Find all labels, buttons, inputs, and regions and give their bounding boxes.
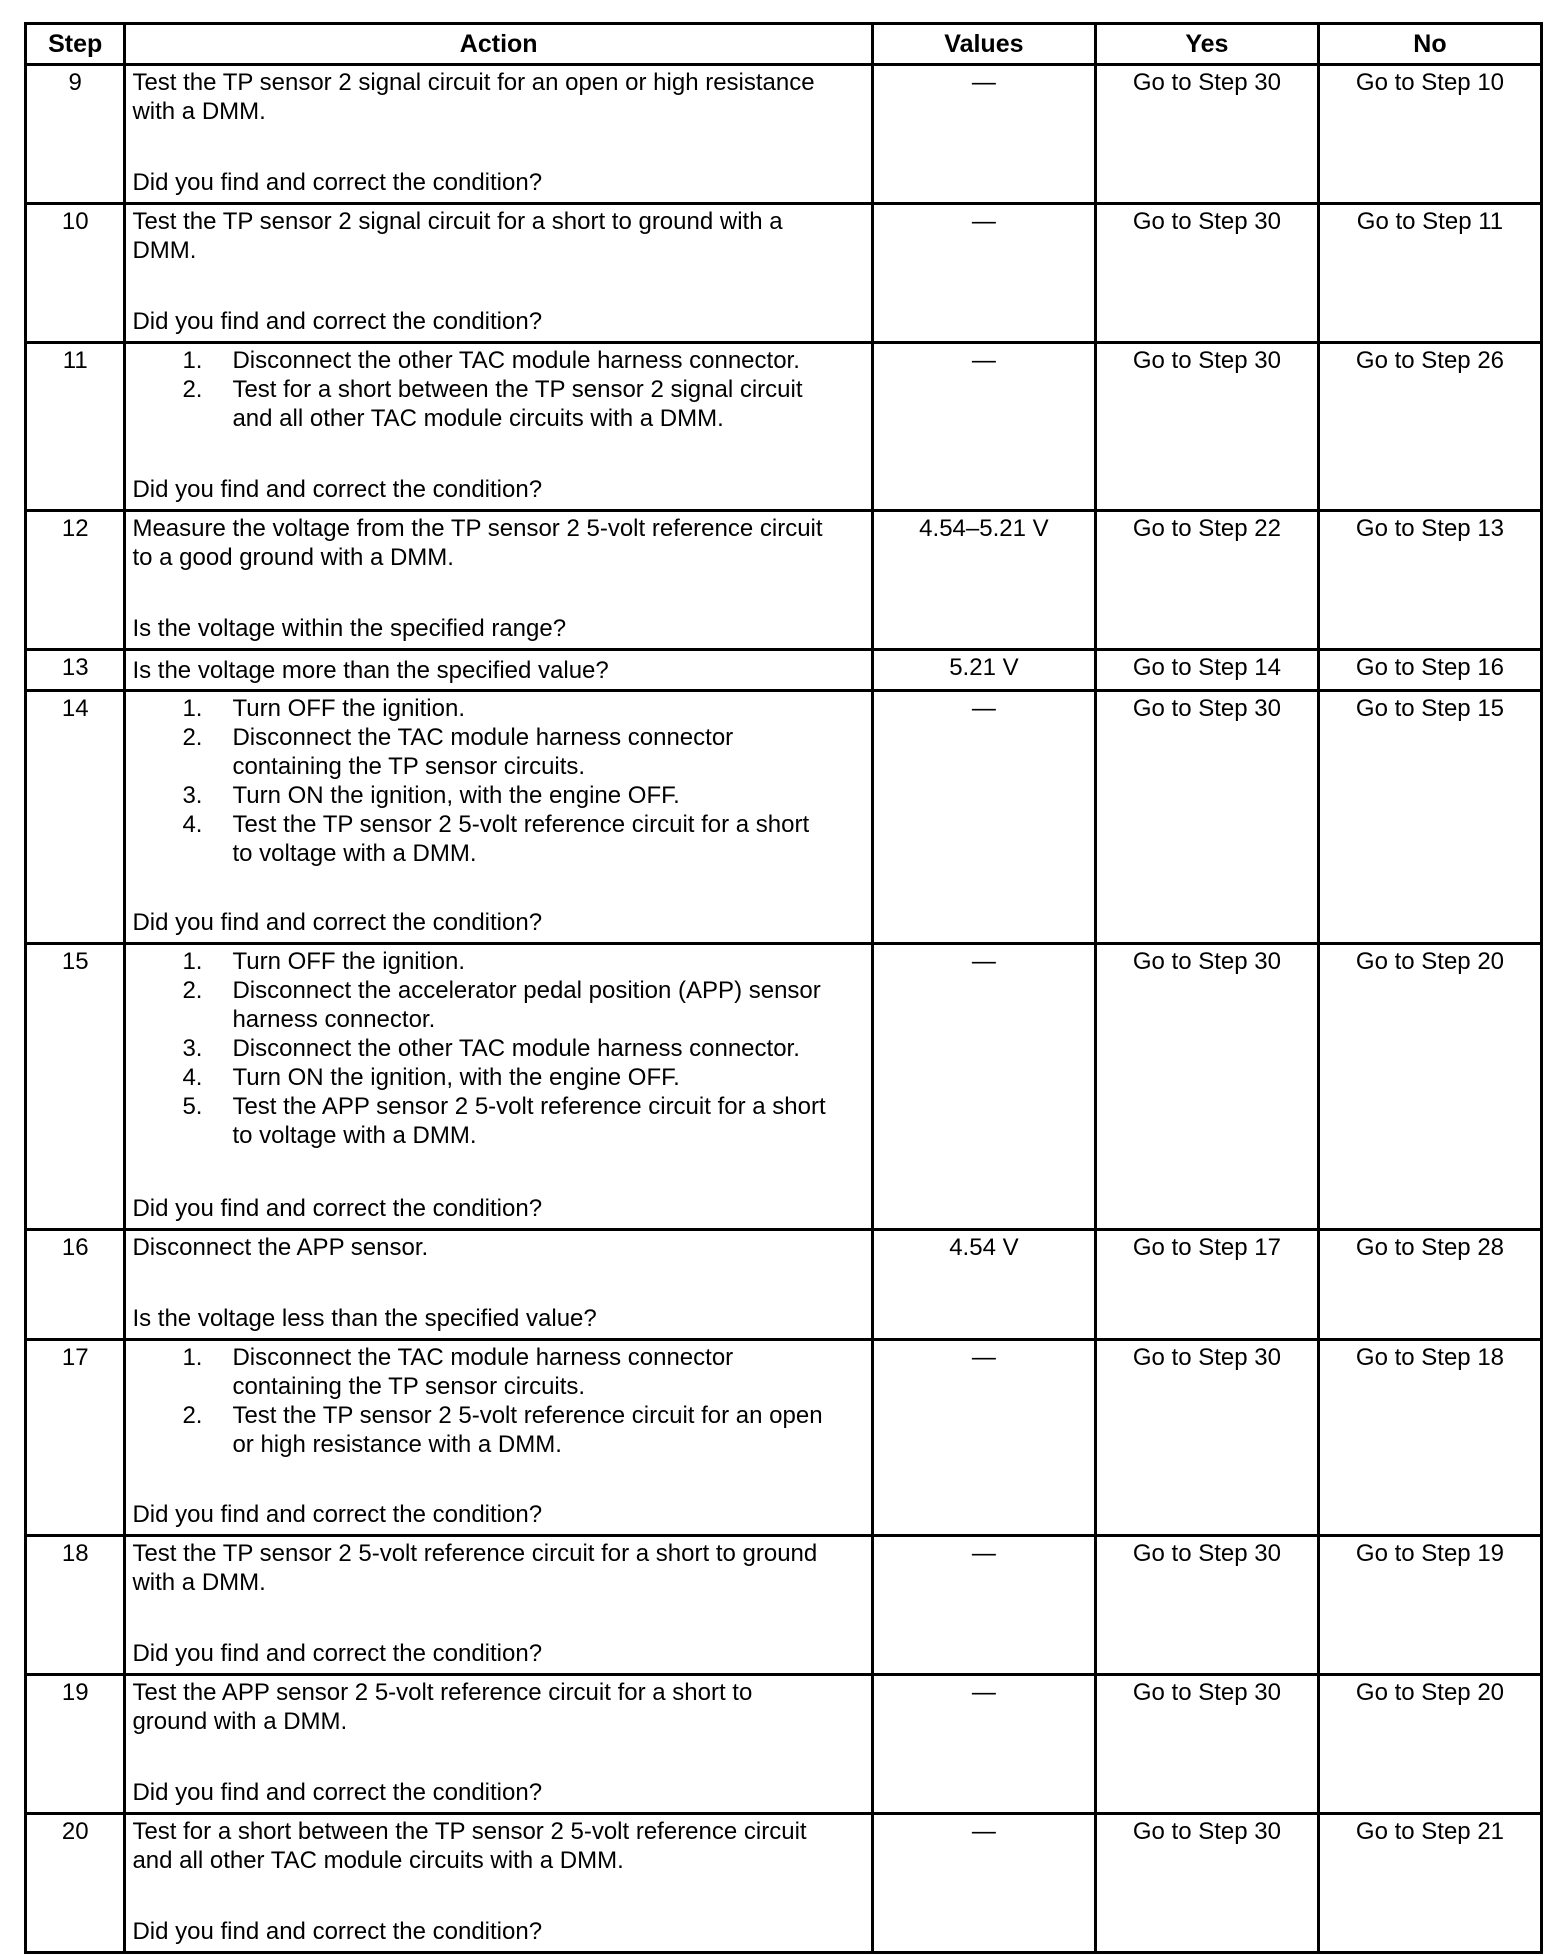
value-cell: 4.54 V — [872, 1230, 1095, 1340]
value-cell: — — [872, 1340, 1095, 1536]
step-item-number: 1. — [182, 695, 203, 722]
header-step: Step — [26, 24, 125, 65]
value-cell: — — [872, 691, 1095, 944]
yes-goto: Go to Step 14 — [1095, 650, 1318, 691]
header-no: No — [1318, 24, 1541, 65]
action-text-line: Test the APP sensor 2 5-volt reference circuit for a short to — [132, 1679, 753, 1706]
action-cell — [125, 511, 872, 650]
action-cell — [125, 650, 872, 691]
step-item-number: 2. — [182, 376, 203, 403]
action-content — [132, 947, 864, 1223]
step-item-line: Turn ON the ignition, with the engine OFF. — [232, 782, 680, 809]
numbered-step — [182, 781, 864, 810]
no-goto: Go to Step 11 — [1318, 204, 1541, 343]
value-cell: — — [872, 65, 1095, 204]
step-item-number: 3. — [182, 1035, 203, 1062]
no-goto: Go to Step 20 — [1318, 944, 1541, 1230]
value-cell: — — [872, 1814, 1095, 1953]
step-item-number: 1. — [182, 347, 203, 374]
value-cell: 5.21 V — [872, 650, 1095, 691]
no-goto: Go to Step 21 — [1318, 1814, 1541, 1953]
action-cell — [125, 204, 872, 343]
header-values: Values — [872, 24, 1095, 65]
step-item-line: Test for a short between the TP sensor 2 signal circuit — [232, 376, 803, 403]
action-text-line: ground with a DMM. — [132, 1708, 348, 1735]
yes-goto: Go to Step 30 — [1095, 944, 1318, 1230]
action-description — [132, 514, 864, 572]
value-cell: — — [872, 1536, 1095, 1675]
action-cell — [125, 343, 872, 511]
numbered-step — [182, 1063, 864, 1092]
table-row — [26, 1340, 1542, 1536]
step-item-number: 1. — [182, 1344, 203, 1371]
numbered-step — [182, 346, 864, 375]
step-item-line: Turn OFF the ignition. — [232, 948, 465, 975]
action-text-line: Measure the voltage from the TP sensor 2 5-volt reference circuit — [132, 515, 823, 542]
no-goto: Go to Step 16 — [1318, 650, 1541, 691]
no-goto: Go to Step 19 — [1318, 1536, 1541, 1675]
step-item-number: 4. — [182, 1064, 203, 1091]
no-goto: Go to Step 26 — [1318, 343, 1541, 511]
action-text-line: Test for a short between the TP sensor 2 5-volt reference circuit — [132, 1818, 807, 1845]
yes-goto: Go to Step 30 — [1095, 343, 1318, 511]
action-cell — [125, 1340, 872, 1536]
no-goto: Go to Step 13 — [1318, 511, 1541, 650]
yes-goto: Go to Step 30 — [1095, 65, 1318, 204]
step-number: 19 — [26, 1675, 125, 1814]
step-item-number: 4. — [182, 811, 203, 838]
action-question: Is the voltage more than the specified value? — [132, 656, 609, 684]
numbered-steps — [132, 346, 864, 433]
step-item-number: 2. — [182, 977, 203, 1004]
step-item-line: containing the TP sensor circuits. — [232, 753, 586, 780]
numbered-step — [182, 1401, 864, 1459]
action-content — [132, 1233, 864, 1333]
action-text-line: with a DMM. — [132, 98, 266, 125]
action-question: Is the voltage less than the specified value? — [132, 1305, 597, 1332]
numbered-step — [182, 810, 864, 868]
step-item-line: Disconnect the TAC module harness connector — [232, 724, 734, 751]
action-content — [132, 207, 864, 336]
step-item-line: Turn ON the ignition, with the engine OFF. — [232, 1064, 680, 1091]
step-item-line: Disconnect the other TAC module harness connector. — [232, 1035, 800, 1062]
action-description — [132, 1817, 864, 1875]
header-yes: Yes — [1095, 24, 1318, 65]
action-question: Did you find and correct the condition? — [132, 1779, 543, 1806]
action-content — [132, 694, 864, 937]
action-question: Did you find and correct the condition? — [132, 169, 543, 196]
no-goto: Go to Step 15 — [1318, 691, 1541, 944]
step-item-number: 3. — [182, 782, 203, 809]
step-number: 9 — [26, 65, 125, 204]
action-question: Did you find and correct the condition? — [132, 1640, 543, 1667]
action-cell — [125, 1675, 872, 1814]
numbered-step — [182, 976, 864, 1034]
action-text-line: and all other TAC module circuits with a DMM. — [132, 1847, 624, 1874]
diagnostic-table — [24, 22, 1543, 1954]
step-item-line: Disconnect the TAC module harness connector — [232, 1344, 734, 1371]
action-content — [132, 346, 864, 504]
step-number: 18 — [26, 1536, 125, 1675]
table-row — [26, 691, 1542, 944]
action-description — [132, 207, 864, 265]
step-item-line: Test the APP sensor 2 5-volt reference circuit for a short — [232, 1093, 826, 1120]
yes-goto: Go to Step 30 — [1095, 1675, 1318, 1814]
step-item-line: Disconnect the other TAC module harness connector. — [232, 347, 800, 374]
action-question: Did you find and correct the condition? — [132, 909, 543, 936]
value-cell: — — [872, 204, 1095, 343]
step-item-line: or high resistance with a DMM. — [232, 1431, 562, 1458]
action-cell — [125, 691, 872, 944]
value-cell: — — [872, 343, 1095, 511]
action-cell — [125, 1536, 872, 1675]
step-number: 14 — [26, 691, 125, 944]
numbered-steps — [132, 1343, 864, 1459]
step-item-line: Turn OFF the ignition. — [232, 695, 465, 722]
action-content — [132, 514, 864, 643]
action-text-line: DMM. — [132, 237, 197, 264]
step-number: 11 — [26, 343, 125, 511]
step-item-number: 1. — [182, 948, 203, 975]
action-question: Did you find and correct the condition? — [132, 1918, 543, 1945]
table-row — [26, 944, 1542, 1230]
numbered-steps — [132, 694, 864, 868]
action-description — [132, 1678, 864, 1736]
step-item-line: Test the TP sensor 2 5-volt reference circuit for an open — [232, 1402, 823, 1429]
yes-goto: Go to Step 30 — [1095, 204, 1318, 343]
yes-goto: Go to Step 17 — [1095, 1230, 1318, 1340]
table-row — [26, 511, 1542, 650]
action-description — [132, 68, 864, 126]
yes-goto: Go to Step 30 — [1095, 1814, 1318, 1953]
action-text-line: Disconnect the APP sensor. — [132, 1234, 429, 1261]
step-number: 12 — [26, 511, 125, 650]
yes-goto: Go to Step 22 — [1095, 511, 1318, 650]
numbered-step — [182, 723, 864, 781]
header-row — [26, 24, 1542, 65]
action-cell — [125, 1230, 872, 1340]
value-cell: — — [872, 944, 1095, 1230]
action-question: Is the voltage within the specified range? — [132, 615, 567, 642]
numbered-step — [182, 1343, 864, 1401]
table-row — [26, 1814, 1542, 1953]
action-content — [132, 1539, 864, 1668]
action-content — [132, 1817, 864, 1946]
value-cell: 4.54–5.21 V — [872, 511, 1095, 650]
action-content — [132, 1343, 864, 1529]
step-item-number: 5. — [182, 1093, 203, 1120]
action-text-line: Test the TP sensor 2 signal circuit for a short to ground with a — [132, 208, 783, 235]
numbered-step — [182, 947, 864, 976]
value-cell: — — [872, 1675, 1095, 1814]
table-body — [26, 65, 1542, 1953]
action-text-line: Test the TP sensor 2 5-volt reference circuit for a short to ground — [132, 1540, 818, 1567]
numbered-step — [182, 1034, 864, 1063]
action-content — [132, 1678, 864, 1807]
action-cell — [125, 65, 872, 204]
action-text-line: to a good ground with a DMM. — [132, 544, 454, 571]
table-row — [26, 1675, 1542, 1814]
no-goto: Go to Step 10 — [1318, 65, 1541, 204]
step-item-line: harness connector. — [232, 1006, 436, 1033]
step-number: 17 — [26, 1340, 125, 1536]
action-question: Did you find and correct the condition? — [132, 1195, 543, 1222]
step-number: 13 — [26, 650, 125, 691]
action-question: Did you find and correct the condition? — [132, 1501, 543, 1528]
header-action: Action — [125, 24, 872, 65]
step-number: 20 — [26, 1814, 125, 1953]
action-description — [132, 1233, 864, 1262]
action-question: Did you find and correct the condition? — [132, 476, 543, 503]
no-goto: Go to Step 20 — [1318, 1675, 1541, 1814]
table-row — [26, 1230, 1542, 1340]
table-row — [26, 343, 1542, 511]
step-number: 10 — [26, 204, 125, 343]
yes-goto: Go to Step 30 — [1095, 1536, 1318, 1675]
action-content — [132, 656, 864, 685]
no-goto: Go to Step 18 — [1318, 1340, 1541, 1536]
step-item-line: to voltage with a DMM. — [232, 1122, 477, 1149]
table-row — [26, 1536, 1542, 1675]
step-item-line: Test the TP sensor 2 5-volt reference circuit for a short — [232, 811, 810, 838]
action-question: Did you find and correct the condition? — [132, 308, 543, 335]
action-text-line: Test the TP sensor 2 signal circuit for an open or high resistance — [132, 69, 815, 96]
action-description — [132, 1539, 864, 1597]
numbered-step — [182, 694, 864, 723]
step-number: 15 — [26, 944, 125, 1230]
yes-goto: Go to Step 30 — [1095, 1340, 1318, 1536]
step-number: 16 — [26, 1230, 125, 1340]
yes-goto: Go to Step 30 — [1095, 691, 1318, 944]
action-content — [132, 68, 864, 197]
no-goto: Go to Step 28 — [1318, 1230, 1541, 1340]
step-item-line: Disconnect the accelerator pedal position (APP) sensor — [232, 977, 821, 1004]
table-row — [26, 65, 1542, 204]
action-cell — [125, 944, 872, 1230]
table-row — [26, 650, 1542, 691]
step-item-number: 2. — [182, 724, 203, 751]
numbered-steps — [132, 947, 864, 1150]
table-row — [26, 204, 1542, 343]
action-text-line: with a DMM. — [132, 1569, 266, 1596]
numbered-step — [182, 1092, 864, 1150]
step-item-number: 2. — [182, 1402, 203, 1429]
step-item-line: containing the TP sensor circuits. — [232, 1373, 586, 1400]
step-item-line: and all other TAC module circuits with a DMM. — [232, 405, 724, 432]
step-item-line: to voltage with a DMM. — [232, 840, 477, 867]
action-cell — [125, 1814, 872, 1953]
numbered-step — [182, 375, 864, 433]
